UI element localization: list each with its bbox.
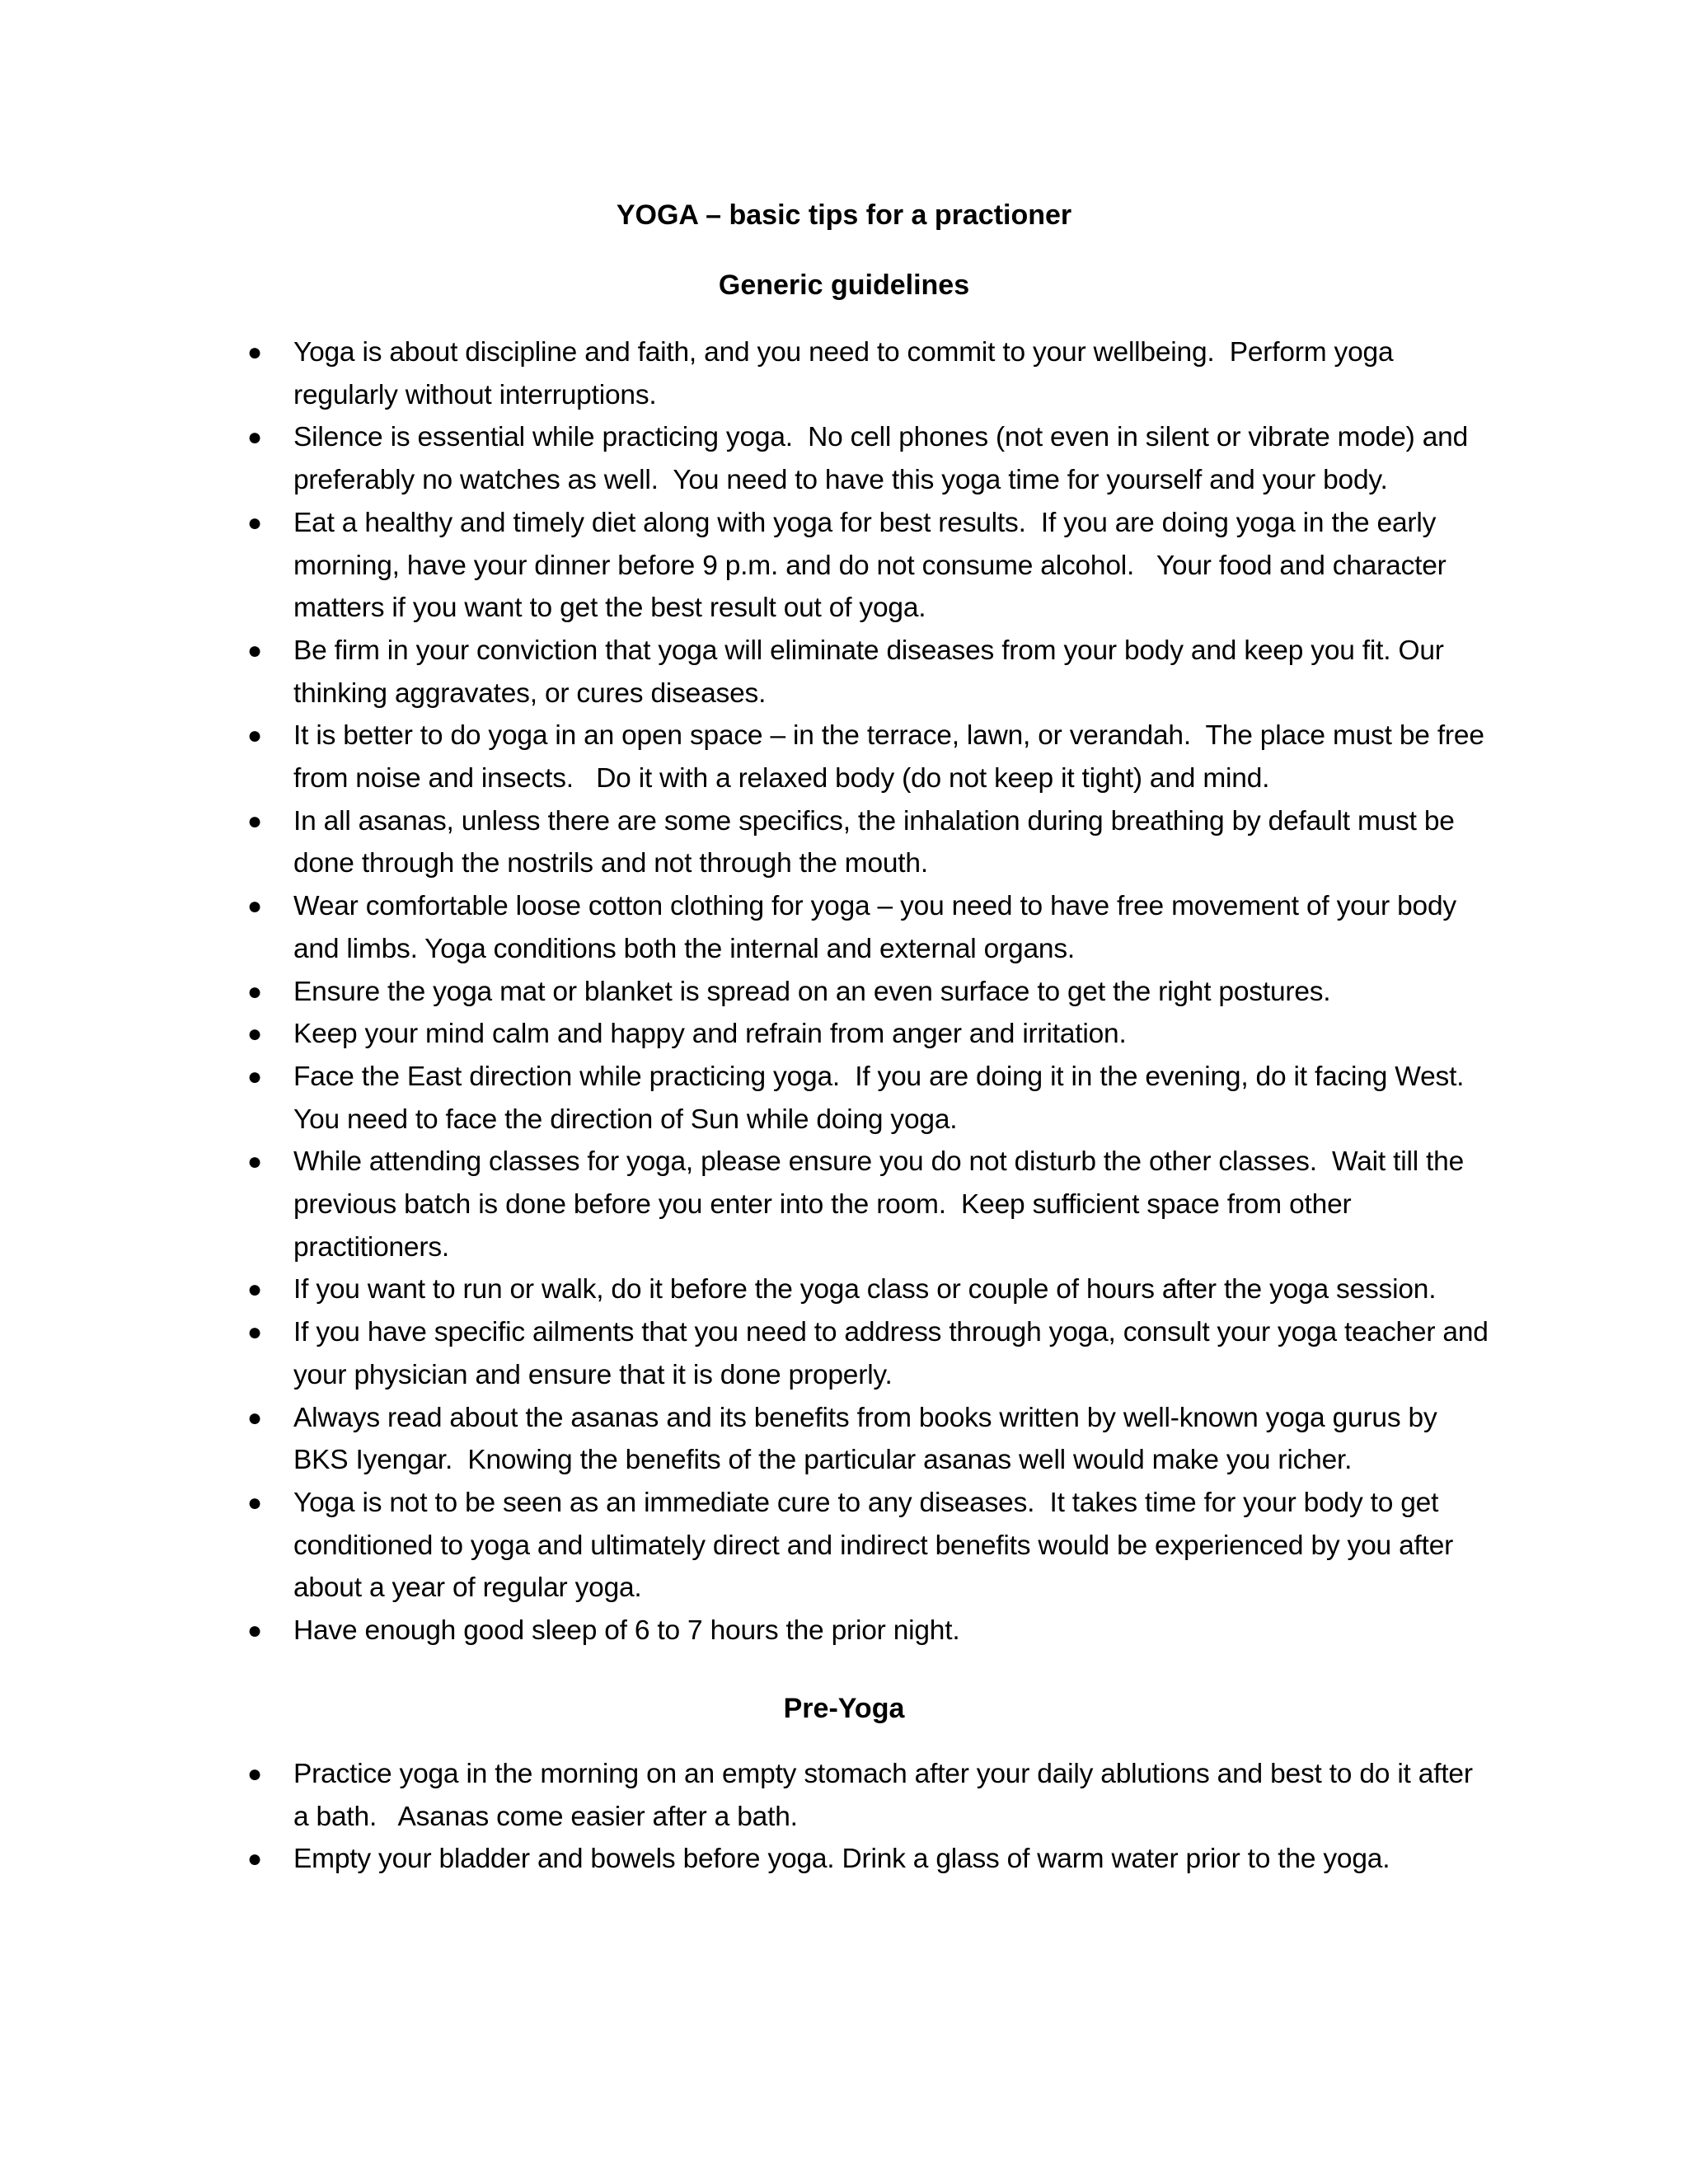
list-item: ● If you have specific ailments that you need to address through yoga, consult your yoga teacher and your physician and ensure that it is done properly.: [239, 1311, 1492, 1396]
list-item: ● In all asanas, unless there are some specifics, the inhalation during breathing by default must be done through the nostrils and not through the mouth.: [239, 800, 1492, 885]
section-heading-generic-guidelines: Generic guidelines: [718, 269, 970, 301]
bullet-icon: ●: [247, 1845, 262, 1873]
bullet-icon: ●: [247, 1760, 262, 1788]
list-item: ● If you want to run or walk, do it before the yoga class or couple of hours after the yoga session.: [239, 1268, 1492, 1311]
bullet-icon: ●: [247, 1617, 262, 1645]
bullet-icon: ●: [247, 1319, 262, 1347]
bullet-icon: ●: [247, 977, 262, 1005]
list-item: ● Be firm in your conviction that yoga will eliminate diseases from your body and keep you fit. Our thinking aggravates, or cures diseases.: [239, 630, 1492, 715]
section-heading-pre-yoga: Pre-Yoga: [783, 1693, 905, 1724]
bullet-icon: ●: [247, 1404, 262, 1432]
bullet-icon: ●: [247, 339, 262, 366]
list-item: ● Eat a healthy and timely diet along with yoga for best results. If you are doing yoga in the early morning, have your dinner before 9 p.m. and do not consume alcohol. Your food and character matters if you want to get the best result out of yoga.: [239, 502, 1492, 630]
bullet-icon: ●: [247, 1062, 262, 1090]
list-item: ● Ensure the yoga mat or blanket is spread on an even surface to get the right postures.: [239, 971, 1492, 1014]
list-item: ● Yoga is not to be seen as an immediate cure to any diseases. It takes time for your body to get conditioned to yoga and ultimately direct and indirect benefits would be experienced by you after about a year of regular yoga.: [239, 1482, 1492, 1610]
pre-yoga-list: [239, 1753, 1492, 1881]
list-item: ● Practice yoga in the morning on an empty stomach after your daily ablutions and best to do it after a bath. Asanas come easier after a bath.: [239, 1753, 1492, 1838]
list-item: ● Yoga is about discipline and faith, and you need to commit to your wellbeing. Perform yoga regularly without interruptions.: [239, 331, 1492, 416]
list-item: ● Face the East direction while practicing yoga. If you are doing it in the evening, do it facing West. You need to face the direction of Sun while doing yoga.: [239, 1056, 1492, 1141]
list-item: ● Wear comfortable loose cotton clothing for yoga – you need to have free movement of your body and limbs. Yoga conditions both the internal and external organs.: [239, 885, 1492, 970]
list-item: ● Empty your bladder and bowels before yoga. Drink a glass of warm water prior to the yoga.: [239, 1838, 1492, 1881]
list-item: ● Keep your mind calm and happy and refrain from anger and irritation.: [239, 1013, 1492, 1056]
list-item: ● It is better to do yoga in an open space – in the terrace, lawn, or verandah. The place must be free from noise and insects. Do it with a relaxed body (do not keep it tight) and mind.: [239, 715, 1492, 799]
document-title: YOGA – basic tips for a practioner: [616, 199, 1072, 231]
bullet-icon: ●: [247, 893, 262, 921]
bullet-icon: ●: [247, 1276, 262, 1304]
list-item: ● Silence is essential while practicing yoga. No cell phones (not even in silent or vibrate mode) and preferably no watches as well. You need to have this yoga time for yourself and your body.: [239, 416, 1492, 501]
bullet-icon: ●: [247, 424, 262, 452]
list-item: ● Always read about the asanas and its benefits from books written by well-known yoga gurus by BKS Iyengar. Knowing the benefits of the particular asanas well would make you richer.: [239, 1397, 1492, 1482]
list-item: ● Have enough good sleep of 6 to 7 hours the prior night.: [239, 1610, 1492, 1652]
bullet-icon: ●: [247, 807, 262, 835]
list-item: ● While attending classes for yoga, please ensure you do not disturb the other classes. Wait till the previous batch is done before you enter into the room. Keep sufficient space from other practitioners.: [239, 1141, 1492, 1268]
bullet-icon: ●: [247, 722, 262, 750]
bullet-icon: ●: [247, 1148, 262, 1176]
bullet-icon: ●: [247, 1488, 262, 1516]
generic-guidelines-list: [239, 331, 1496, 1652]
bullet-icon: ●: [247, 509, 262, 537]
bullet-icon: ●: [247, 636, 262, 664]
bullet-icon: ●: [247, 1020, 262, 1048]
